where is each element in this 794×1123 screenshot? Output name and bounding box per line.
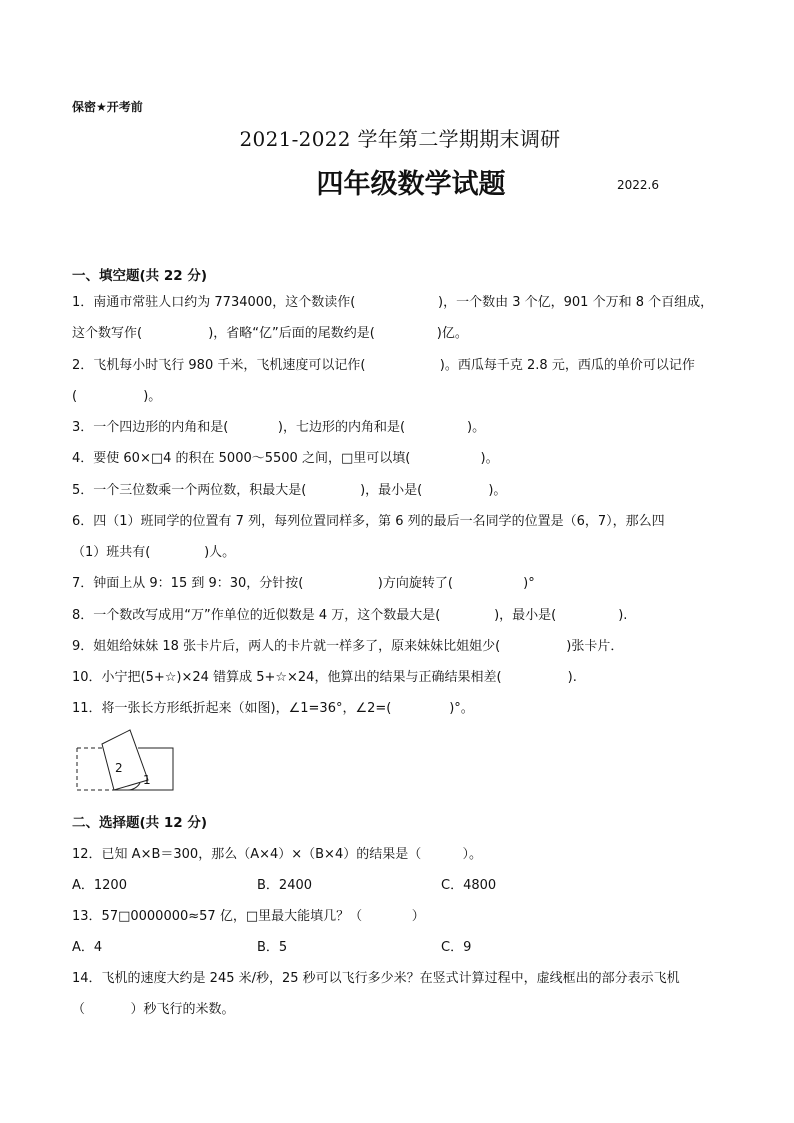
question-9: 9．姐姐给妹妹 18 张卡片后，两人的卡片就一样多了，原来妹妹比姐姐少( )张卡片． (72, 639, 624, 654)
question-10: 10．小宁把(5+☆)×24 错算成 5+☆×24，他算出的结果与正确结果相差( ). (72, 670, 577, 685)
confidential-label: 保密★开考前 (72, 100, 143, 114)
question-8: 8．一个数改写成用“万”作单位的近似数是 4 万，这个数最大是( )，最小是( ). (72, 608, 628, 623)
question-12-option-c[interactable]: C．4800 (441, 878, 497, 893)
question-11: 11．将一张长方形纸折起来（如图)，∠1=36°，∠2=( )°。 (72, 701, 474, 716)
question-13: 13．57□0000000≈57 亿，□里最大能填几？（ ） (72, 909, 425, 924)
question-1-line-2: 这个数写作( )，省略“亿”后面的尾数约是( )亿。 (72, 326, 468, 341)
question-14-line-2: （ ）秒飞行的米数。 (72, 1002, 235, 1017)
question-4: 4．要使 60×□4 的积在 5000～5500 之间，□里可以填( )。 (72, 451, 499, 466)
question-12-option-a[interactable]: A．1200 (72, 878, 127, 893)
question-7: 7．钟面上从 9：15 到 9：30，分针按( )方向旋转了( )° (72, 576, 535, 591)
exam-subject-title (0, 162, 794, 201)
exam-term-title (0, 123, 794, 152)
section-fill-in-heading: 一、填空题(共 22 分) (72, 268, 208, 284)
question-14-line-1: 14．飞机的速度大约是 245 米/秒，25 秒可以飞行多少米？在竖式计算过程中，虚线框出的部分表示飞机 (72, 971, 680, 986)
question-6-line-2: （1）班共有( )人。 (72, 545, 236, 560)
question-3: 3．一个四边形的内角和是( )，七边形的内角和是( )。 (72, 420, 486, 435)
exam-term-title-text: 2021-2022 学年第二学期期末调研 (239, 127, 561, 151)
folded-paper-figure (74, 728, 180, 794)
exam-subject-title-text: 四年级数学试题 (316, 169, 506, 200)
question-13-option-b[interactable]: B．5 (257, 940, 288, 955)
angle-2-label: 2 (115, 761, 123, 775)
question-13-option-c[interactable]: C．9 (441, 940, 472, 955)
question-2-line-2: ( )。 (72, 389, 162, 404)
question-6-line-1: 6．四（1）班同学的位置有 7 列，每列位置同样多，第 6 列的最后一名同学的位置是（6，7），那么四 (72, 514, 665, 529)
question-1-line-1: 1．南通市常驻人口约为 7734000，这个数读作( )，一个数由 3 个亿，901 个万和 8 个百组成， (72, 295, 714, 310)
section-multiple-choice-heading: 二、选择题(共 12 分) (72, 815, 208, 831)
question-13-option-a[interactable]: A．4 (72, 940, 103, 955)
question-12-option-b[interactable]: B．2400 (257, 878, 313, 893)
question-5: 5．一个三位数乘一个两位数，积最大是( )，最小是( )。 (72, 483, 507, 498)
question-12: 12．已知 A×B＝300，那么（A×4）×（B×4）的结果是（ ）。 (72, 847, 483, 862)
folded-flap (102, 730, 148, 790)
exam-date: 2022.6 (617, 178, 659, 192)
angle-1-label: 1 (143, 773, 151, 787)
question-2-line-1: 2．飞机每小时飞行 980 千米，飞机速度可以记作( )。西瓜每千克 2.8 元，西瓜的单价可以记作 (72, 358, 695, 373)
